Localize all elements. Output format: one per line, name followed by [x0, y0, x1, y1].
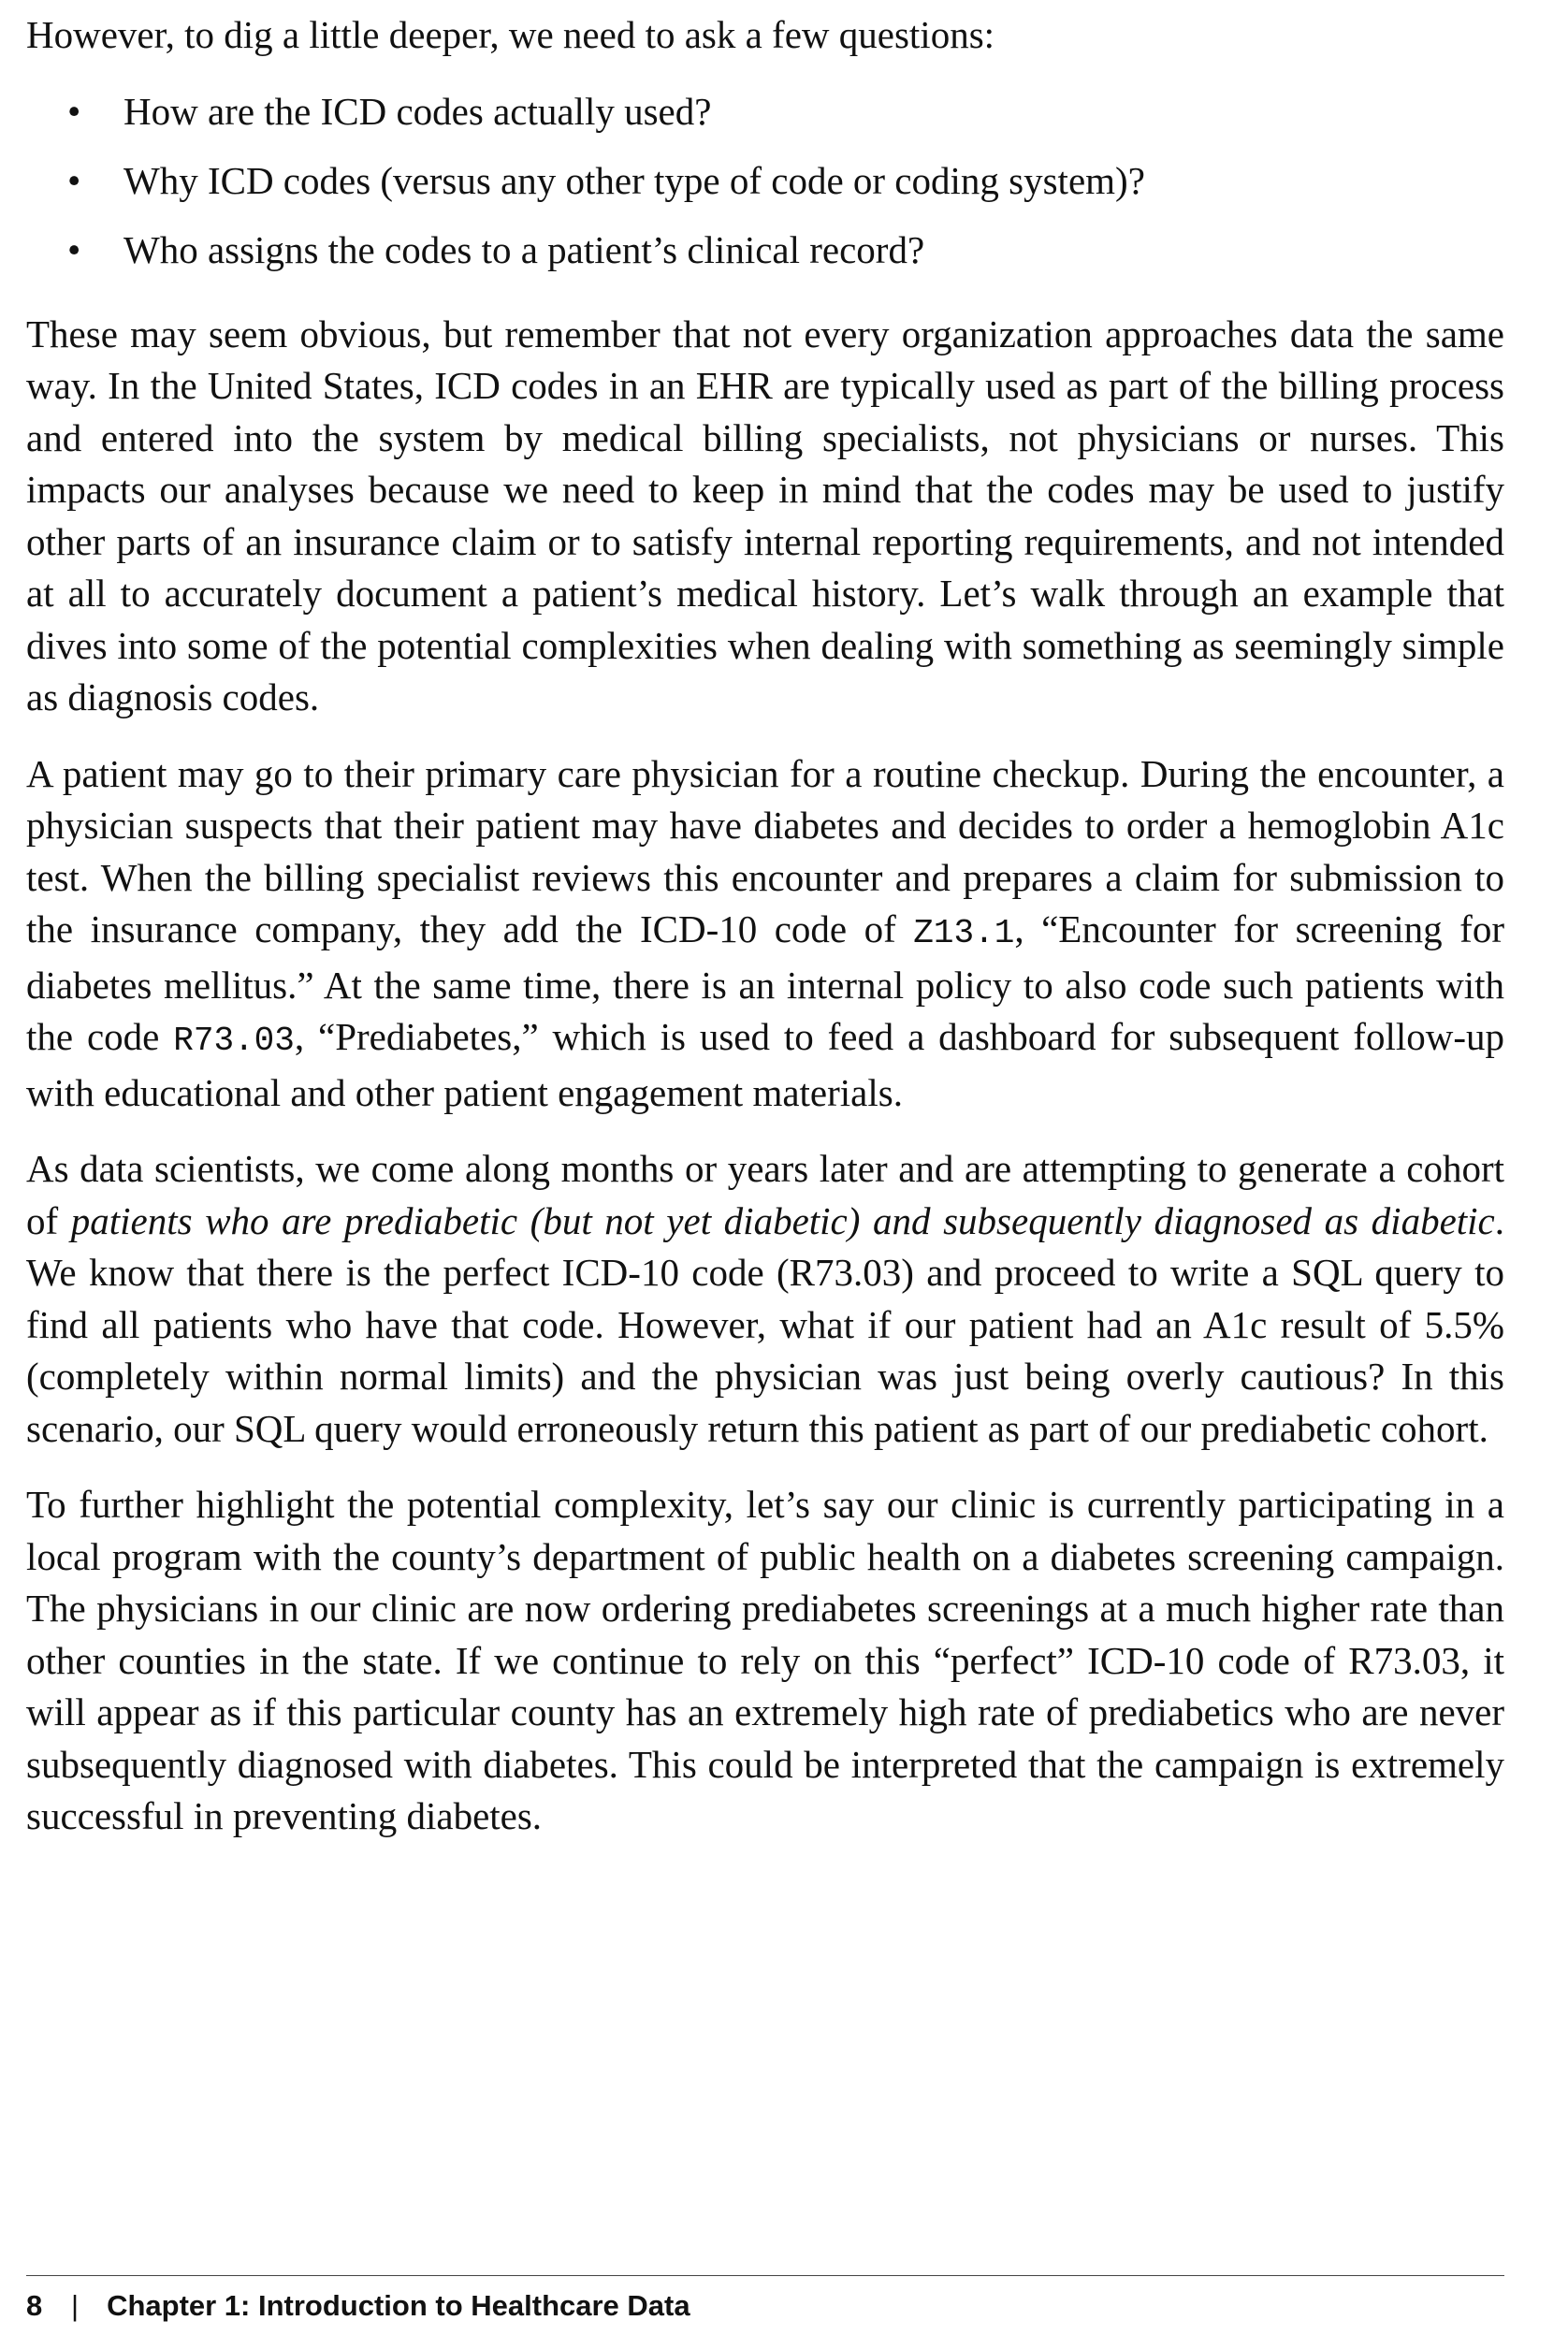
- footer-separator: |: [71, 2289, 80, 2322]
- paragraph-icd-usage: These may seem obvious, but remember that not every organization approaches data the same way. In the United States, ICD codes in an EHR are typically used as part of the billing process and entered into the system by medical billing specialists, not physicians or nurses. This impacts our analyses because we need to keep in mind that the codes may be used to justify other parts of an insurance claim or to satisfy internal reporting requirements, and not intended at all to accurately document a patient’s medical history. Let’s walk through an example that dives into some of the potential complexities when dealing with something as seemingly simple as diagnosis codes.: [26, 312, 1504, 718]
- paragraph-text: . We know that there is the perfect ICD-10 code (R73.03) and proceed to write a SQL query to find all patients who have that code. However, what if our patient had an A1c result of 5.5% (completely within normal limits) and the physician was just being overly cautious? In this scenario, our SQL query would erroneously return this patient as part of our prediabetic cohort.: [26, 1198, 1505, 1450]
- list-item: [67, 215, 1504, 284]
- paragraph-example-encounter: [26, 748, 1504, 1120]
- page-body: [26, 9, 1504, 1843]
- questions-list: [26, 77, 1504, 284]
- paragraph-complexity: To further highlight the potential complexity, let’s say our clinic is currently participating in a local program with the county’s department of public health on a diabetes screening campaign. The physicians in our clinic are now ordering prediabetes screenings at a much higher rate than other counties in the state. If we continue to rely on this “perfect” ICD-10 code of R73.03, it will appear as if this particular county has an extremely high rate of prediabetics who are never subsequently diagnosed with diabetes. This could be interpreted that the campaign is extremely successful in preventing diabetes.: [26, 1483, 1504, 1837]
- paragraph-text: As data scientists, we come along months or years later and are attempting to generate a cohort of: [26, 1147, 1504, 1242]
- chapter-title: Chapter 1: Introduction to Healthcare Data: [107, 2289, 690, 2322]
- code-r73-03: R73.03: [173, 1022, 295, 1060]
- question-text: Who assigns the codes to a patient’s clinical record?: [123, 227, 925, 271]
- paragraph-text: , “Prediabetes,” which is used to feed a dashboard for subsequent follow-up with educational and other patient engagement materials.: [26, 1015, 1505, 1114]
- paragraph-cohort: [26, 1143, 1504, 1455]
- code-z13-1: Z13.1: [913, 914, 1015, 952]
- bullet-icon: •: [67, 158, 81, 202]
- paragraph-text: A patient may go to their primary care physician for a routine checkup. During the encounter, a physician suspects that their patient may have diabetes and decides to order a hemoglobin A1c test. When the billing specialist reviews this encounter and prepares a claim for submission to the insurance company, they add the ICD-10 code of: [26, 751, 1504, 950]
- question-text: How are the ICD codes actually used?: [123, 89, 712, 133]
- intro-text: However, to dig a little deeper, we need to ask a few questions:: [26, 13, 995, 56]
- paragraph-text: , “Encounter for screening for diabetes mellitus.” At the same time, there is an internal policy to also code such patients with the code: [26, 907, 1504, 1058]
- italic-cohort-definition: patients who are prediabetic (but not yet diabetic) and subsequently diagnosed as diabetic: [70, 1198, 1495, 1242]
- list-item: [67, 77, 1504, 146]
- bullet-icon: •: [67, 227, 81, 271]
- page-number: 8: [26, 2289, 43, 2322]
- page-footer: [26, 2275, 1504, 2323]
- question-text: Why ICD codes (versus any other type of code or coding system)?: [123, 158, 1145, 202]
- list-item: [67, 146, 1504, 215]
- bullet-icon: •: [67, 89, 81, 133]
